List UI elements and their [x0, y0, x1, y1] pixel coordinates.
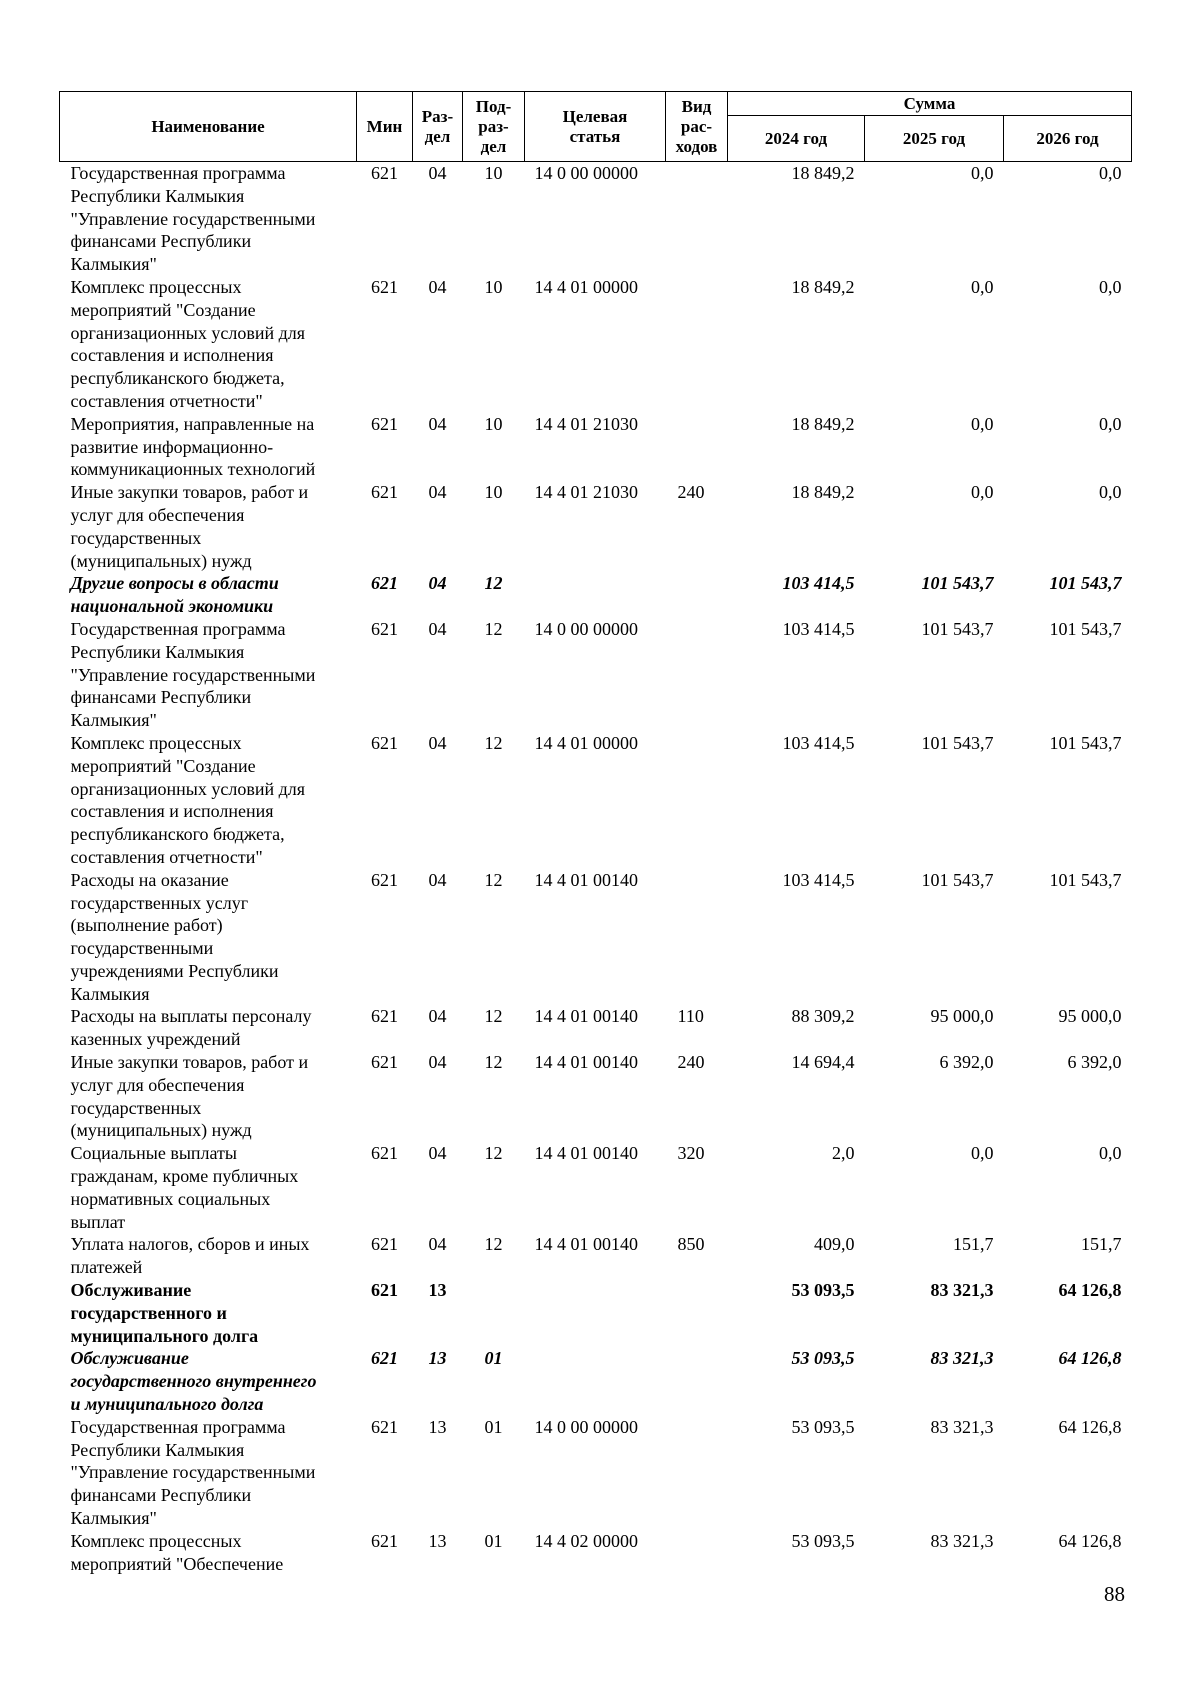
cell-amount-2024: 103 414,5 — [782, 573, 855, 594]
cell-min: 621 — [371, 573, 398, 594]
cell-target-article: 14 4 01 00140 — [534, 869, 638, 890]
table-row — [60, 1051, 1132, 1142]
cell-amount-2024: 103 414,5 — [782, 869, 855, 890]
cell-amount-2024: 53 093,5 — [791, 1530, 855, 1551]
table-row — [60, 732, 1132, 869]
cell-expense-type — [666, 732, 728, 869]
cell-expense-type: 850 — [677, 1234, 705, 1255]
cell-amount-2026: 101 543,7 — [1049, 732, 1122, 753]
cell-amount-2024: 409,0 — [814, 1234, 855, 1255]
table-row — [60, 1142, 1132, 1233]
cell-amount-2025: 0,0 — [971, 1143, 994, 1164]
cell-razdel: 13 — [428, 1416, 447, 1437]
header-name: Наименование — [60, 92, 357, 162]
cell-amount-2026: 0,0 — [1099, 482, 1122, 503]
cell-min: 621 — [371, 1530, 398, 1551]
cell-min: 621 — [371, 413, 398, 434]
table-row — [60, 481, 1132, 572]
cell-podrazdel: 12 — [484, 573, 503, 594]
cell-podrazdel: 12 — [484, 732, 503, 753]
cell-min: 621 — [371, 1280, 398, 1301]
cell-podrazdel: 10 — [484, 413, 503, 434]
cell-razdel: 04 — [428, 413, 447, 434]
cell-name: Иные закупки товаров, работ и услуг для обеспечения государственных (муниципальных) нужд — [70, 1052, 309, 1141]
cell-razdel: 04 — [428, 732, 447, 753]
cell-name: Государственная программа Республики Калмыкия "Управление государственными финансами Республики Калмыкия" — [70, 163, 316, 275]
cell-amount-2026: 64 126,8 — [1058, 1416, 1122, 1437]
cell-target-article: 14 4 01 21030 — [534, 413, 638, 434]
cell-expense-type — [666, 162, 728, 276]
cell-name: Комплекс процессных мероприятий "Создание организационных условий для составления и исполнения республиканского бюджета, составления отчетности" — [70, 732, 306, 867]
cell-name: Мероприятия, направленные на развитие информационно- коммуникационных технологий — [70, 413, 316, 480]
cell-name: Уплата налогов, сборов и иных платежей — [70, 1234, 310, 1278]
cell-expense-type: 320 — [677, 1143, 705, 1164]
cell-name: Иные закупки товаров, работ и услуг для обеспечения государственных (муниципальных) нужд — [70, 482, 309, 571]
cell-target-article: 14 0 00 00000 — [534, 618, 638, 639]
table-row — [60, 1279, 1132, 1347]
cell-target-article: 14 4 01 21030 — [534, 482, 638, 503]
table-row — [60, 869, 1132, 1006]
header-vid: Вид рас- ходов — [666, 92, 728, 162]
header-podrazdel: Под- раз- дел — [463, 92, 525, 162]
cell-expense-type — [666, 869, 728, 1006]
cell-expense-type: 240 — [677, 482, 705, 503]
cell-target-article: 14 0 00 00000 — [534, 163, 638, 183]
cell-min: 621 — [371, 1006, 398, 1027]
header-year-2026: 2026 год — [1004, 116, 1132, 162]
cell-amount-2024: 103 414,5 — [782, 732, 855, 753]
cell-razdel: 04 — [428, 618, 447, 639]
cell-min: 621 — [371, 869, 398, 890]
cell-min: 621 — [371, 1348, 398, 1369]
header-year-2024: 2024 год — [728, 116, 865, 162]
cell-name: Другие вопросы в области национальной экономики — [70, 573, 279, 617]
cell-razdel: 04 — [428, 869, 447, 890]
cell-target-article: 14 4 01 00000 — [534, 276, 638, 297]
cell-target-article — [525, 1279, 666, 1347]
cell-min: 621 — [371, 618, 398, 639]
cell-min: 621 — [371, 276, 398, 297]
cell-target-article: 14 4 01 00000 — [534, 732, 638, 753]
cell-expense-type — [666, 413, 728, 481]
header-min: Мин — [357, 92, 413, 162]
cell-amount-2024: 53 093,5 — [791, 1416, 855, 1437]
cell-amount-2026: 101 543,7 — [1049, 618, 1122, 639]
cell-amount-2026: 64 126,8 — [1058, 1530, 1122, 1551]
cell-amount-2024: 2,0 — [832, 1143, 855, 1164]
table-row — [60, 1416, 1132, 1530]
cell-razdel: 04 — [428, 1052, 447, 1073]
table-row — [60, 413, 1132, 481]
cell-amount-2024: 53 093,5 — [791, 1348, 855, 1369]
page-number: 88 — [1104, 1582, 1125, 1606]
cell-amount-2024: 18 849,2 — [791, 413, 855, 434]
cell-podrazdel: 12 — [484, 1052, 503, 1073]
cell-amount-2025: 151,7 — [953, 1234, 994, 1255]
cell-min: 621 — [371, 163, 398, 183]
cell-amount-2026: 64 126,8 — [1058, 1348, 1122, 1369]
cell-amount-2025: 6 392,0 — [939, 1052, 994, 1073]
table-row — [60, 1233, 1132, 1279]
header-year-2025: 2025 год — [865, 116, 1004, 162]
table-row — [60, 618, 1132, 732]
cell-amount-2025: 95 000,0 — [930, 1006, 994, 1027]
cell-expense-type — [666, 618, 728, 732]
cell-podrazdel: 10 — [484, 482, 503, 503]
cell-expense-type — [666, 1416, 728, 1530]
cell-amount-2025: 101 543,7 — [921, 573, 994, 594]
cell-amount-2025: 101 543,7 — [921, 869, 994, 890]
cell-amount-2026: 101 543,7 — [1049, 573, 1122, 594]
cell-amount-2025: 101 543,7 — [921, 618, 994, 639]
cell-amount-2026: 0,0 — [1099, 276, 1122, 297]
cell-min: 621 — [371, 732, 398, 753]
cell-amount-2025: 83 321,3 — [930, 1530, 994, 1551]
cell-expense-type — [666, 276, 728, 413]
cell-podrazdel: 01 — [484, 1348, 503, 1369]
cell-amount-2024: 103 414,5 — [782, 618, 855, 639]
cell-min: 621 — [371, 1234, 398, 1255]
cell-min: 621 — [371, 1052, 398, 1073]
cell-amount-2024: 18 849,2 — [791, 163, 855, 183]
cell-name: Государственная программа Республики Калмыкия "Управление государственными финансами Республики Калмыкия" — [70, 618, 316, 731]
cell-amount-2026: 64 126,8 — [1058, 1280, 1122, 1301]
cell-amount-2024: 14 694,4 — [791, 1052, 855, 1073]
table-row — [60, 1005, 1132, 1051]
cell-min: 621 — [371, 482, 398, 503]
header-razdel: Раз- дел — [413, 92, 463, 162]
cell-amount-2026: 95 000,0 — [1058, 1006, 1122, 1027]
cell-expense-type — [666, 572, 728, 618]
cell-target-article — [525, 572, 666, 618]
cell-amount-2024: 18 849,2 — [791, 276, 855, 297]
cell-amount-2024: 88 309,2 — [791, 1006, 855, 1027]
cell-amount-2026: 6 392,0 — [1067, 1052, 1122, 1073]
cell-amount-2024: 18 849,2 — [791, 482, 855, 503]
cell-podrazdel: 01 — [484, 1530, 503, 1551]
cell-razdel: 04 — [428, 573, 447, 594]
cell-amount-2025: 83 321,3 — [930, 1416, 994, 1437]
cell-razdel: 13 — [428, 1280, 447, 1301]
table-row — [60, 276, 1132, 413]
cell-amount-2026: 151,7 — [1081, 1234, 1122, 1255]
cell-expense-type: 110 — [677, 1006, 704, 1027]
cell-name: Обслуживание государственного и муниципального долга — [70, 1280, 259, 1346]
table-row — [60, 1347, 1132, 1415]
cell-expense-type: 240 — [677, 1052, 705, 1073]
table-row — [60, 572, 1132, 618]
cell-target-article: 14 4 01 00140 — [534, 1052, 638, 1073]
cell-podrazdel: 10 — [484, 163, 503, 183]
cell-podrazdel — [463, 1279, 525, 1347]
cell-razdel: 04 — [428, 276, 447, 297]
cell-min: 621 — [371, 1143, 398, 1164]
cell-target-article: 14 4 01 00140 — [534, 1143, 638, 1164]
cell-podrazdel: 12 — [484, 618, 503, 639]
cell-podrazdel: 12 — [484, 1006, 503, 1027]
header-row-top — [60, 92, 1132, 116]
cell-amount-2024: 53 093,5 — [791, 1280, 855, 1301]
cell-amount-2025: 0,0 — [971, 163, 994, 183]
table-body — [60, 162, 1132, 1576]
cell-razdel: 13 — [428, 1530, 447, 1551]
cell-name: Комплекс процессных мероприятий "Обеспечение — [70, 1530, 284, 1574]
cell-razdel: 04 — [428, 1006, 447, 1027]
table-row — [60, 162, 1132, 276]
cell-amount-2025: 0,0 — [971, 413, 994, 434]
cell-amount-2025: 0,0 — [971, 482, 994, 503]
cell-amount-2026: 0,0 — [1099, 1143, 1122, 1164]
cell-podrazdel: 12 — [484, 1143, 503, 1164]
cell-name: Расходы на выплаты персоналу казенных учреждений — [70, 1006, 312, 1050]
cell-expense-type — [666, 1279, 728, 1347]
cell-target-article: 14 4 01 00140 — [534, 1006, 638, 1027]
cell-razdel: 04 — [428, 1234, 447, 1255]
cell-razdel: 04 — [428, 482, 447, 503]
cell-name: Социальные выплаты гражданам, кроме публичных нормативных социальных выплат — [70, 1143, 299, 1232]
cell-name: Расходы на оказание государственных услуг (выполнение работ) государственными учреждениями Республики Калмыкия — [70, 869, 279, 1004]
cell-min: 621 — [371, 1416, 398, 1437]
cell-podrazdel: 10 — [484, 276, 503, 297]
cell-razdel: 04 — [428, 163, 447, 183]
cell-podrazdel: 12 — [484, 869, 503, 890]
cell-target-article: 14 0 00 00000 — [534, 1416, 638, 1437]
cell-amount-2025: 0,0 — [971, 276, 994, 297]
cell-target-article — [525, 1347, 666, 1415]
cell-podrazdel: 01 — [484, 1416, 503, 1437]
header-summa: Сумма — [728, 92, 1132, 116]
cell-name: Государственная программа Республики Калмыкия "Управление государственными финансами Республики Калмыкия" — [70, 1416, 316, 1529]
cell-razdel: 13 — [428, 1348, 447, 1369]
header-statya: Целевая статья — [525, 92, 666, 162]
cell-amount-2025: 101 543,7 — [921, 732, 994, 753]
cell-razdel: 04 — [428, 1143, 447, 1164]
cell-name: Обслуживание государственного внутреннего и муниципального долга — [70, 1348, 317, 1415]
cell-target-article: 14 4 02 00000 — [534, 1530, 638, 1551]
cell-amount-2026: 101 543,7 — [1049, 869, 1122, 890]
cell-amount-2025: 83 321,3 — [930, 1348, 994, 1369]
table-row — [60, 1530, 1132, 1576]
cell-target-article: 14 4 01 00140 — [534, 1234, 638, 1255]
cell-expense-type — [666, 1347, 728, 1415]
table-header — [60, 92, 1132, 162]
cell-amount-2026: 0,0 — [1099, 413, 1122, 434]
cell-amount-2025: 83 321,3 — [930, 1280, 994, 1301]
cell-expense-type — [666, 1530, 728, 1576]
cell-podrazdel: 12 — [484, 1234, 503, 1255]
cell-name: Комплекс процессных мероприятий "Создание организационных условий для составления и исполнения республиканского бюджета, составления отчетности" — [70, 276, 306, 411]
budget-table — [59, 91, 1132, 1575]
cell-amount-2026: 0,0 — [1099, 163, 1122, 183]
